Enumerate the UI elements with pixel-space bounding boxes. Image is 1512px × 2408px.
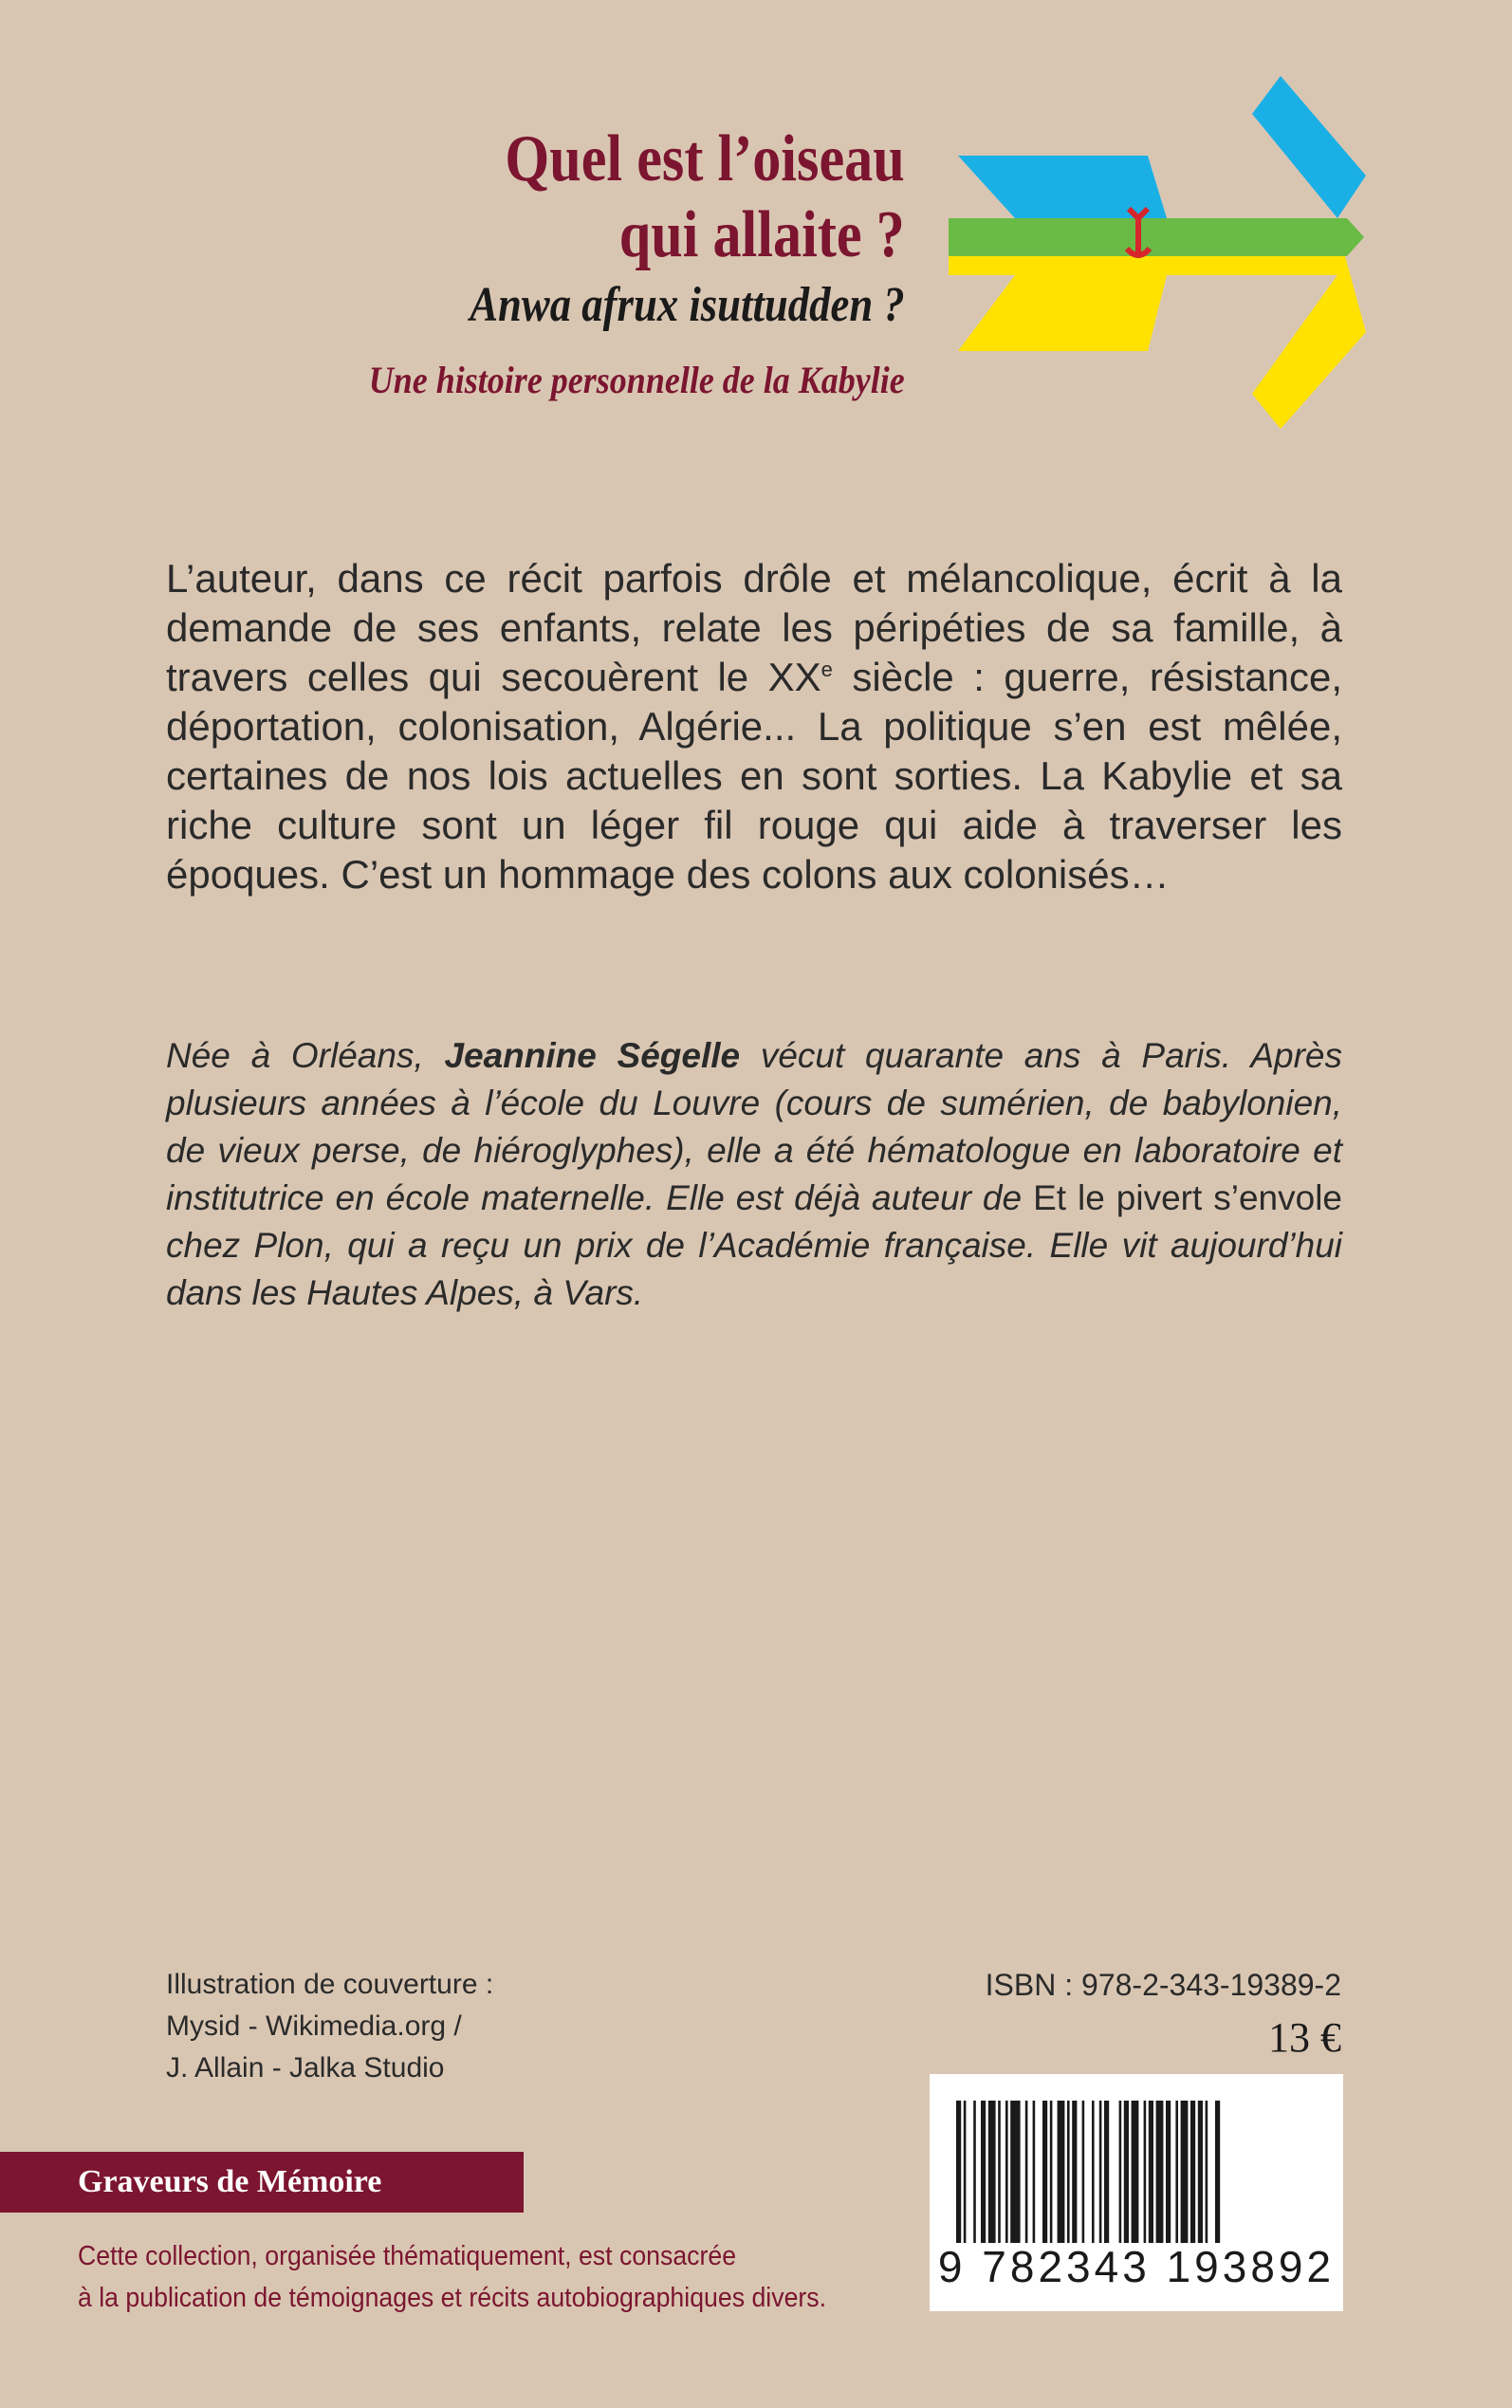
barcode-bar [1042, 2101, 1047, 2243]
barcode-bar [964, 2101, 967, 2243]
barcode-bar [1181, 2101, 1189, 2243]
barcode-bar [1124, 2101, 1129, 2243]
summary-paragraph [166, 554, 1342, 899]
bio-end: chez Plon, qui a reçu un prix de l’Académie française. Elle vit aujourd’hui dans les Hautes Alpes, à Vars. [166, 1226, 1342, 1312]
title-block [309, 121, 905, 404]
barcode-bar [1144, 2101, 1147, 2243]
barcode-bar [1132, 2101, 1139, 2243]
barcode-bar [1149, 2101, 1153, 2243]
logo-blue-band [949, 76, 1366, 218]
book-title-line-2: qui allaite ? [618, 198, 905, 271]
summary-text-1: L’auteur, dans ce récit parfois drôle et mélancolique, écrit à la demande de ses enfants, relate les péripéties de sa famille, à travers celles qui secouèrent le XX [166, 556, 1342, 699]
summary-text-2: siècle : guerre, résistance, déportation, colonisation, Algérie... La politique s’en est mêlée, certaines de nos lois actuelles en sont sorties. La Kabylie et sa riche culture sont un léger fil rouge qui aide à traverser les époques. C’est un hommage des colons aux colonisés… [166, 655, 1342, 897]
collection-description [78, 2235, 828, 2319]
collection-name: Graveurs de Mémoire [78, 2164, 382, 2199]
barcode-bar [1050, 2101, 1053, 2243]
book-title-line-1: Quel est l’oiseau [505, 122, 905, 195]
back-cover-summary [166, 554, 1342, 899]
barcode-bar [1082, 2101, 1085, 2243]
barcode-bar [1119, 2101, 1122, 2243]
barcode-bar [1166, 2101, 1171, 2243]
barcode-bar [956, 2101, 961, 2243]
logo-yellow-band [949, 256, 1366, 429]
collection-description-line-1: Cette collection, organisée thématiquement, est consacrée [78, 2241, 737, 2271]
century-superscript: e [821, 658, 833, 681]
barcode-bar [1025, 2101, 1028, 2243]
book-tagline: Une histoire personnelle de la Kabylie [369, 359, 905, 401]
collection-description-line-2: à la publication de témoignages et récits autobiographiques divers. [78, 2283, 827, 2313]
book-subtitle-kabyle: Anwa afrux isuttudden ? [470, 278, 905, 332]
price-label: 13 € [1268, 2014, 1341, 2061]
previous-book-title: Et le pivert s’envole [1033, 1178, 1342, 1217]
barcode-bar [1067, 2101, 1070, 2243]
cover-illustration-credits [166, 1964, 493, 2089]
isbn-label: ISBN : 978-2-343-19389-2 [985, 1968, 1341, 2002]
barcode-bar [1010, 2101, 1020, 2243]
amazigh-flag-arrow-icon [949, 76, 1366, 429]
bio-middle: vécut quarante ans à Paris. Après plusieurs années à l’école du Louvre (cours de sumérien, de babylonien, de vieux perse, de hiéroglyphes), elle a été hématologue en laboratoire et institutrice en école maternelle. Elle est déjà auteur de [166, 1036, 1342, 1217]
credits-line-2: Mysid - Wikimedia.org / [166, 2010, 462, 2042]
barcode-bar [988, 2101, 996, 2243]
barcode-bar [1156, 2101, 1164, 2243]
barcode-bar [1092, 2101, 1095, 2243]
barcode-bars [930, 2074, 1343, 2254]
barcode-bar [1005, 2101, 1008, 2243]
barcode-bar [1099, 2101, 1102, 2243]
barcode [930, 2074, 1343, 2311]
barcode-bar [981, 2101, 986, 2243]
barcode-bar [1175, 2101, 1178, 2243]
credits-line-3: J. Allain - Jalka Studio [166, 2052, 445, 2084]
barcode-bar [1104, 2101, 1109, 2243]
author-name: Jeannine Ségelle [444, 1036, 741, 1075]
barcode-bar [998, 2101, 1001, 2243]
bio-intro: Née à Orléans, [166, 1036, 445, 1075]
author-biography [166, 1032, 1342, 1317]
credits-line-1: Illustration de couverture : [166, 1969, 494, 2000]
barcode-digits: 9 782343 193892 [937, 2242, 1336, 2291]
barcode-bar [1215, 2101, 1220, 2243]
barcode-bar [1058, 2101, 1065, 2243]
barcode-bar [1206, 2101, 1208, 2243]
barcode-bar [973, 2101, 976, 2243]
barcode-bar [1033, 2101, 1036, 2243]
barcode-bar [1072, 2101, 1077, 2243]
barcode-bar [1198, 2101, 1203, 2243]
barcode-bar [1190, 2101, 1195, 2243]
logo-green-band [949, 218, 1364, 256]
